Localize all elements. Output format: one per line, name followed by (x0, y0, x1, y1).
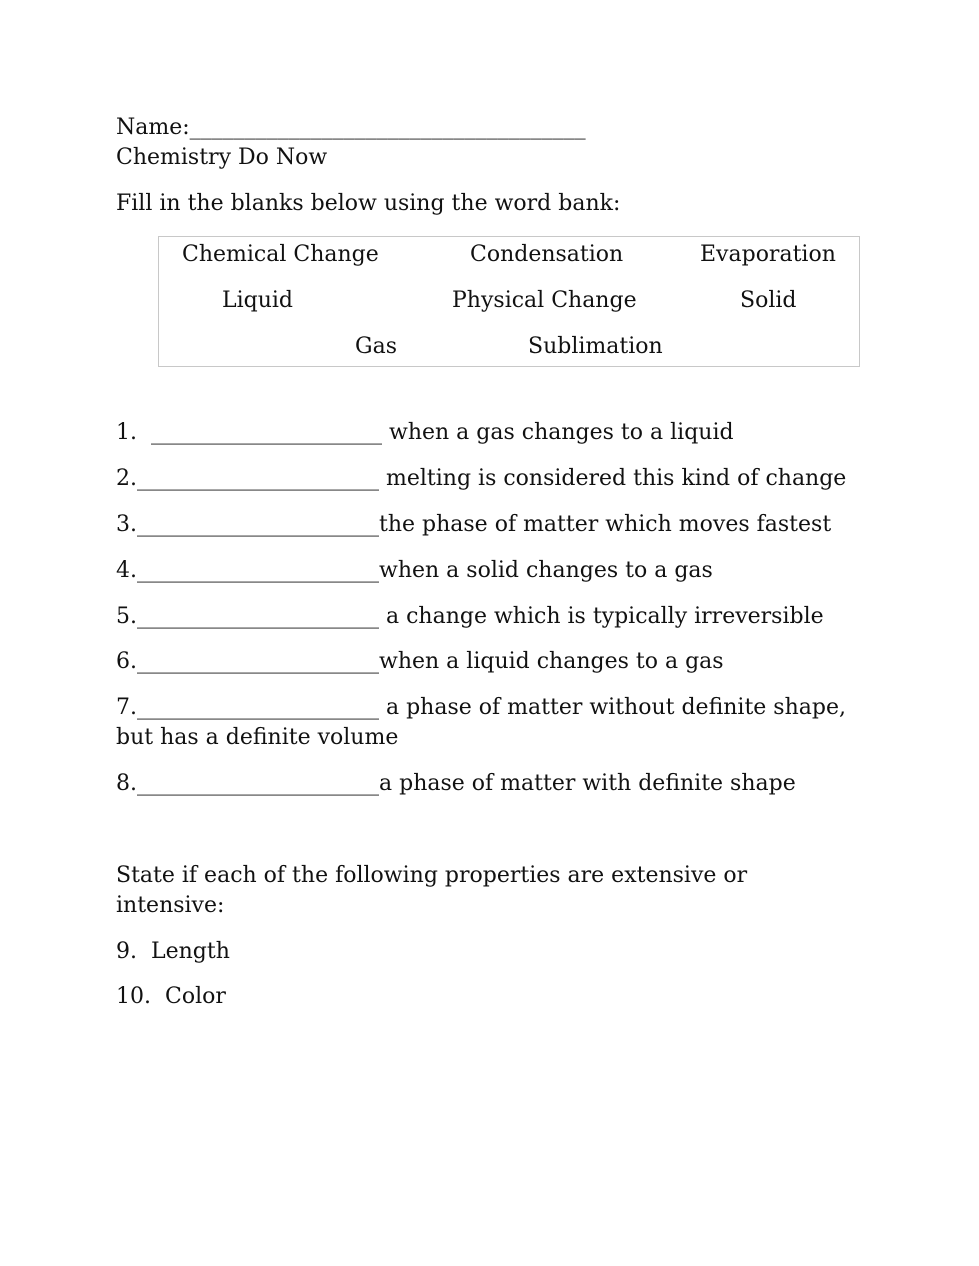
property-label: Length (151, 939, 230, 964)
question-7-continuation: but has a definite volume (116, 725, 399, 750)
answer-blank: ______________________ (137, 649, 379, 674)
word-bank-item: Gas (355, 334, 397, 359)
question-4 (116, 556, 713, 586)
question-number: 8. (116, 771, 137, 796)
question-number: 10. (116, 984, 151, 1009)
question-number: 5. (116, 604, 137, 629)
question-number: 1. (116, 420, 137, 445)
question-number: 2. (116, 466, 137, 491)
word-bank-item: Physical Change (452, 288, 637, 313)
answer-blank: ______________________ (137, 604, 379, 629)
question-1 (116, 418, 734, 448)
question-number: 7. (116, 695, 137, 720)
question-8 (116, 769, 796, 799)
word-bank-box (158, 236, 860, 367)
property-label: Color (165, 984, 226, 1009)
question-9 (116, 937, 230, 967)
question-text: melting is considered this kind of change (379, 466, 847, 491)
question-text: a phase of matter without definite shape, (379, 695, 846, 720)
answer-blank: _____________________ (137, 420, 382, 445)
answer-blank: ______________________ (137, 512, 379, 537)
name-line (116, 113, 586, 143)
question-6 (116, 647, 724, 677)
question-2 (116, 464, 846, 494)
answer-blank: ______________________ (137, 466, 379, 491)
name-blank: ____________________________________ (189, 115, 586, 140)
name-label: Name: (116, 115, 190, 140)
section2-instruction: State if each of the following properties are extensive or (116, 863, 748, 888)
answer-blank: ______________________ (137, 771, 379, 796)
word-bank-item: Chemical Change (182, 242, 379, 267)
question-5 (116, 602, 824, 632)
word-bank-item: Evaporation (700, 242, 836, 267)
question-text: the phase of matter which moves fastest (379, 512, 832, 537)
question-number: 3. (116, 512, 137, 537)
question-7 (116, 693, 846, 723)
question-text: when a liquid changes to a gas (379, 649, 724, 674)
question-text: when a solid changes to a gas (379, 558, 713, 583)
word-bank-item: Condensation (470, 242, 624, 267)
question-text: a phase of matter with definite shape (379, 771, 796, 796)
question-text: a change which is typically irreversible (379, 604, 824, 629)
document-title: Chemistry Do Now (116, 145, 328, 170)
answer-blank: ______________________ (137, 558, 379, 583)
question-number: 6. (116, 649, 137, 674)
question-3 (116, 510, 831, 540)
word-bank-item: Sublimation (528, 334, 663, 359)
fill-in-instructions: Fill in the blanks below using the word bank: (116, 191, 621, 216)
question-number: 4. (116, 558, 137, 583)
section2-instruction-continuation: intensive: (116, 893, 225, 918)
question-10 (116, 982, 226, 1012)
answer-blank: ______________________ (137, 695, 379, 720)
word-bank-item: Solid (740, 288, 797, 313)
question-text: when a gas changes to a liquid (382, 420, 734, 445)
word-bank-item: Liquid (222, 288, 294, 313)
question-number: 9. (116, 939, 137, 964)
